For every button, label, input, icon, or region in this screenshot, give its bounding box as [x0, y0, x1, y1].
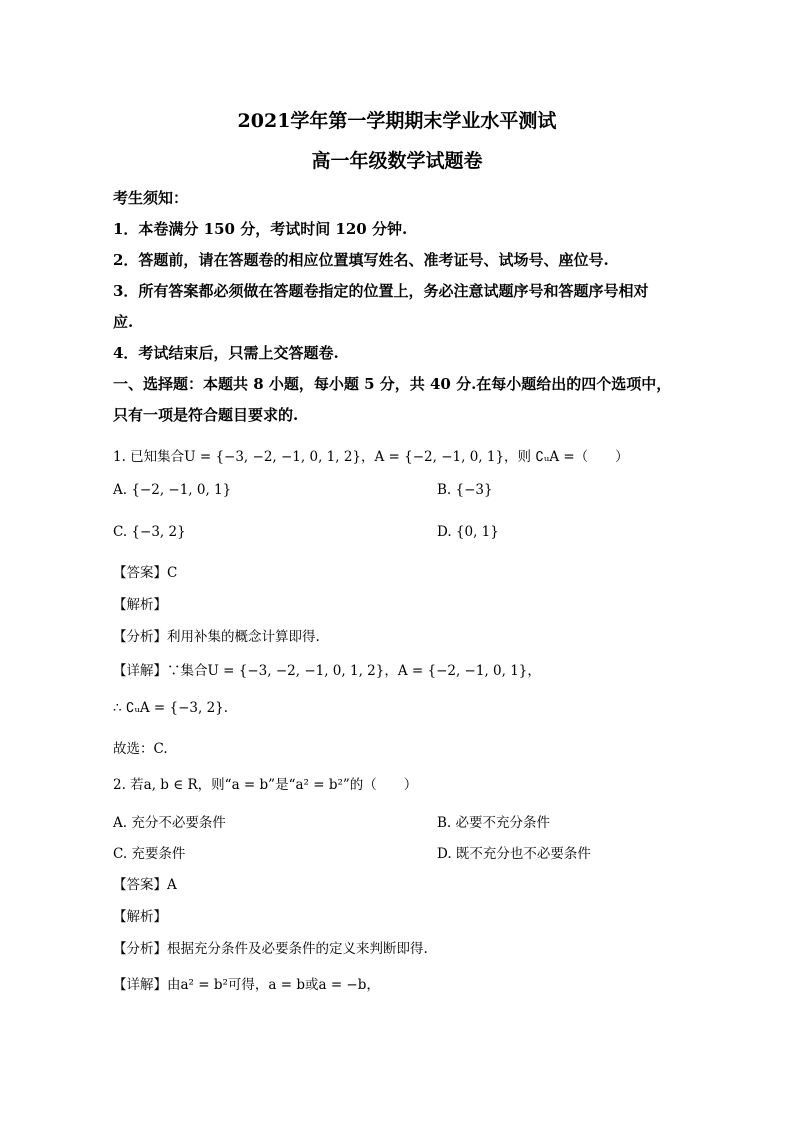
q1-detail: 【详解】∵集合U = {−3, −2, −1, 0, 1, 2}，A = {−2, −1, 0, 1}， — [113, 663, 541, 679]
exam-subtitle: 高一年级数学试题卷 — [311, 150, 483, 172]
q2-answer: 【答案】A — [113, 877, 177, 893]
q1-option-b: B. {−3} — [437, 482, 493, 498]
q2-option-b: B. 必要不充分条件 — [437, 815, 551, 831]
q1-option-c: C. {−3, 2} — [113, 524, 186, 540]
section-heading-cont: 只有一项是符合题目要求的. — [113, 406, 299, 424]
notice-item-3: 3．所有答案都必须做在答题卷指定的位置上，务必注意试题序号和答题序号相对 — [113, 282, 649, 300]
q1-option-d: D. {0, 1} — [437, 524, 499, 540]
notice-heading: 考生须知： — [113, 189, 189, 207]
question-2-stem: 2. 若a, b ∈ R，则“a = b”是“a² = b²”的（ ） — [113, 777, 418, 793]
q2-analysis: 【分析】根据充分条件及必要条件的定义来判断即得. — [113, 941, 428, 957]
q1-answer: 【答案】C — [113, 565, 178, 581]
notice-item-1: 1．本卷满分 150 分，考试时间 120 分钟. — [113, 220, 408, 238]
q2-option-a: A. 充分不必要条件 — [113, 815, 226, 831]
exam-title: 2021学年第一学期期末学业水平测试 — [237, 110, 557, 132]
question-1-stem: 1. 已知集合U = {−3, −2, −1, 0, 1, 2}，A = {−2, −1, 0, 1}，则 ∁ᵤA =（ ） — [113, 449, 629, 465]
q1-option-a: A. {−2, −1, 0, 1} — [113, 482, 232, 498]
q1-jiexi: 【解析】 — [113, 597, 167, 613]
q2-option-c: C. 充要条件 — [113, 846, 186, 862]
notice-item-2: 2．答题前，请在答题卷的相应位置填写姓名、准考证号、试场号、座位号. — [113, 251, 609, 269]
q2-detail: 【详解】由a² = b²可得，a = b或a = −b， — [113, 977, 380, 993]
q1-conclusion: 故选：C. — [113, 741, 168, 757]
q2-option-d: D. 既不充分也不必要条件 — [437, 846, 591, 862]
notice-item-3-cont: 应. — [113, 313, 134, 331]
notice-item-4: 4．考试结束后，只需上交答题卷. — [113, 344, 339, 362]
q1-therefore: ∴ ∁ᵤA = {−3, 2}. — [113, 700, 229, 716]
section-heading: 一、选择题：本题共 8 小题，每小题 5 分，共 40 分.在每小题给出的四个选项中， — [113, 375, 672, 393]
q1-analysis: 【分析】利用补集的概念计算即得. — [113, 629, 320, 645]
q2-jiexi: 【解析】 — [113, 909, 167, 925]
